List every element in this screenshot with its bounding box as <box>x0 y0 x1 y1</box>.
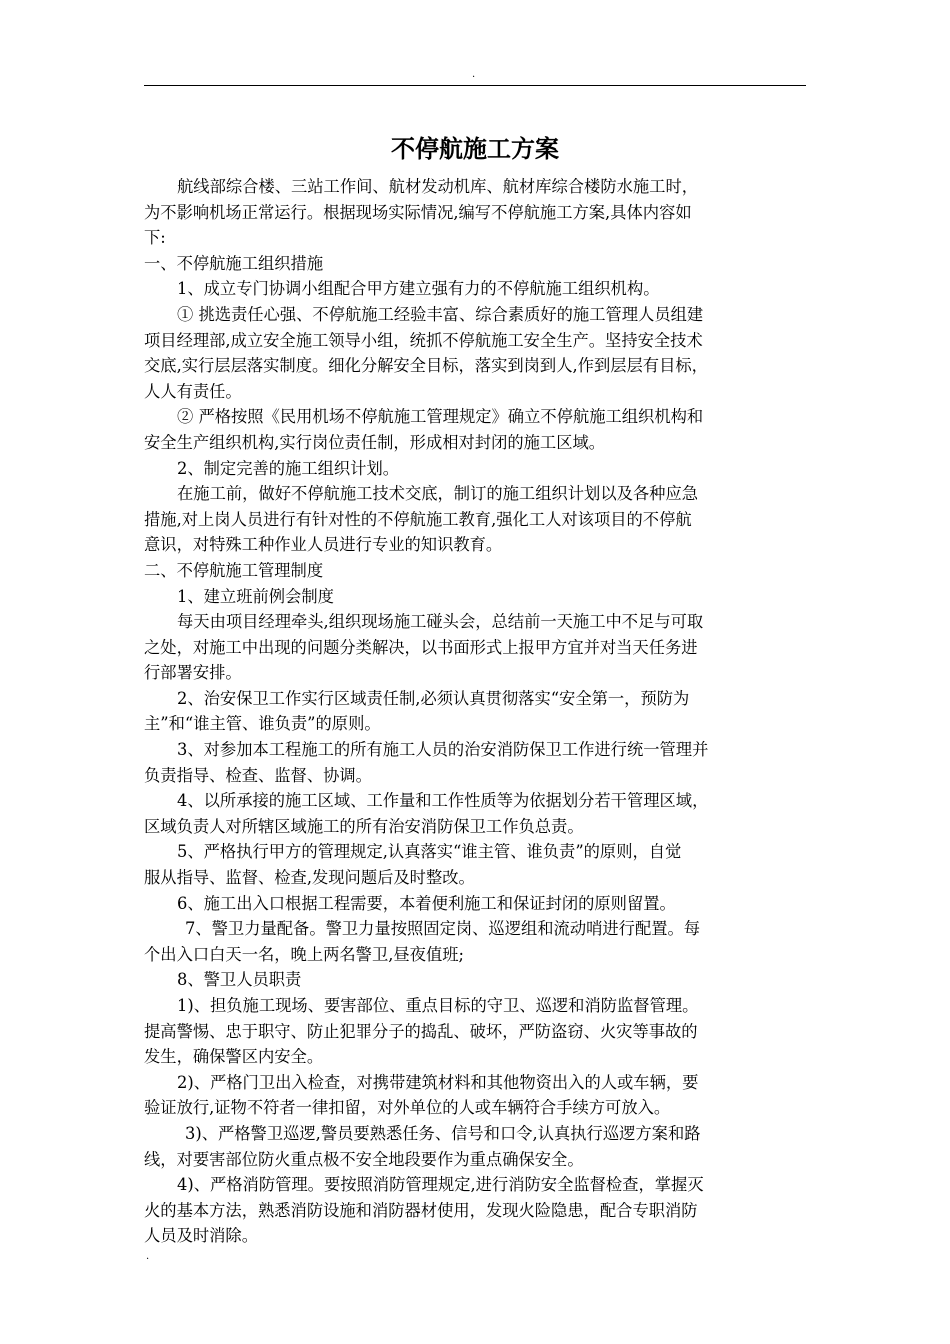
header-mark: . <box>472 69 476 80</box>
paragraph-line: 2)、严格门卫出入检查，对携带建筑材料和其他物资出入的人或车辆，要 <box>177 1072 699 1092</box>
paragraph-line: 为不影响机场正常运行。根据现场实际情况,编写不停航施工方案,具体内容如 <box>144 202 692 222</box>
paragraph-line: 人员及时消除。 <box>144 1226 258 1246</box>
section-heading-1: 一、不停航施工组织措施 <box>144 253 324 273</box>
paragraph-line: 3、对参加本工程施工的所有施工人员的治安消防保卫工作进行统一管理并 <box>177 740 709 760</box>
paragraph-line: 3)、严格警卫巡逻,警员要熟悉任务、信号和口令,认真执行巡逻方案和路 <box>185 1123 701 1143</box>
header-rule <box>144 85 806 86</box>
footer-mark: . <box>146 1251 150 1262</box>
paragraph-line: 航线部综合楼、三站工作间、航材发动机库、航材库综合楼防水施工时， <box>177 177 699 196</box>
paragraph-line: 5、严格执行甲方的管理规定,认真落实“谁主管、谁负责”的原则，自觉 <box>177 842 682 862</box>
paragraph-line: 8、警卫人员职责 <box>177 970 302 990</box>
paragraph-line: 交底,实行层层落实制度。细化分解安全目标，落实到岗到人,作到层层有目标， <box>144 356 708 376</box>
paragraph-line: 下: <box>144 228 166 248</box>
paragraph-line: 安全生产组织机构,实行岗位责任制，形成相对封闭的施工区域。 <box>144 432 606 452</box>
paragraph-line: 每天由项目经理牵头,组织现场施工碰头会，总结前一天施工中不足与可取 <box>177 612 704 632</box>
paragraph-line: 2、制定完善的施工组织计划。 <box>177 458 400 478</box>
paragraph-line: 主”和“谁主管、谁负责”的原则。 <box>144 714 381 734</box>
paragraph-line: 项目经理部,成立安全施工领导小组，统抓不停航施工安全生产。坚持安全技术 <box>144 330 703 350</box>
document-body <box>144 174 806 1249</box>
paragraph-line: 1、建立班前例会制度 <box>177 586 334 606</box>
paragraph-line: 负责指导、检查、监督、协调。 <box>144 765 372 785</box>
paragraph-line: 验证放行,证物不符者一律扣留，对外单位的人或车辆符合手续方可放入。 <box>144 1098 671 1118</box>
paragraph-line: 区域负责人对所辖区域施工的所有治安消防保卫工作负总责。 <box>144 816 584 836</box>
document-title: 不停航施工方案 <box>391 135 559 163</box>
paragraph-line: ① 挑选责任心强、不停航施工经验丰富、综合素质好的施工管理人员组建 <box>177 304 704 324</box>
paragraph-line: 1、成立专门协调小组配合甲方建立强有力的不停航施工组织机构。 <box>177 279 660 299</box>
paragraph-line: 意识，对特殊工种作业人员进行专业的知识教育。 <box>144 535 503 555</box>
paragraph-line: 7、警卫力量配备。警卫力量按照固定岗、巡逻组和流动哨进行配置。每 <box>185 919 701 939</box>
paragraph-line: ② 严格按照《民用机场不停航施工管理规定》确立不停航施工组织机构和 <box>177 407 704 427</box>
paragraph-line: 4)、严格消防管理。要按照消防管理规定,进行消防安全监督检查，掌握灭 <box>177 1175 704 1195</box>
paragraph-line: 2、治安保卫工作实行区域责任制,必须认真贯彻落实“安全第一，预防为 <box>177 688 690 708</box>
paragraph-line: 提高警惕、忠于职守、防止犯罪分子的捣乱、破坏，严防盗窃、火灾等事故的 <box>144 1021 698 1041</box>
paragraph-line: 服从指导、监督、检查,发现问题后及时整改。 <box>144 868 475 888</box>
paragraph-line: 在施工前，做好不停航施工技术交底，制订的施工组织计划以及各种应急 <box>177 484 699 504</box>
paragraph-line: 个出入口白天一名，晚上两名警卫,昼夜值班; <box>144 944 465 964</box>
paragraph-line: 人人有责任。 <box>144 381 242 401</box>
paragraph-line: 4、以所承接的施工区域、工作量和工作性质等为依据划分若干管理区域， <box>177 791 709 811</box>
paragraph-line: 措施,对上岗人员进行有针对性的不停航施工教育,强化工人对该项目的不停航 <box>144 509 692 529</box>
section-heading-2: 二、不停航施工管理制度 <box>144 560 324 580</box>
paragraph-line: 之处，对施工中出现的问题分类解决，以书面形式上报甲方宜并对当天任务进 <box>144 637 698 657</box>
paragraph-line: 线，对要害部位防火重点极不安全地段要作为重点确保安全。 <box>144 1149 584 1169</box>
paragraph-line: 火的基本方法，熟悉消防设施和消防器材使用，发现火险隐患，配合专职消防 <box>144 1200 698 1220</box>
paragraph-line: 6、施工出入口根据工程需要，本着便利施工和保证封闭的原则留置。 <box>177 893 676 913</box>
paragraph-line: 行部署安排。 <box>144 663 242 683</box>
paragraph-line: 发生，确保警区内安全。 <box>144 1047 324 1067</box>
paragraph-line: 1)、担负施工现场、要害部位、重点目标的守卫、巡逻和消防监督管理。 <box>177 996 699 1015</box>
